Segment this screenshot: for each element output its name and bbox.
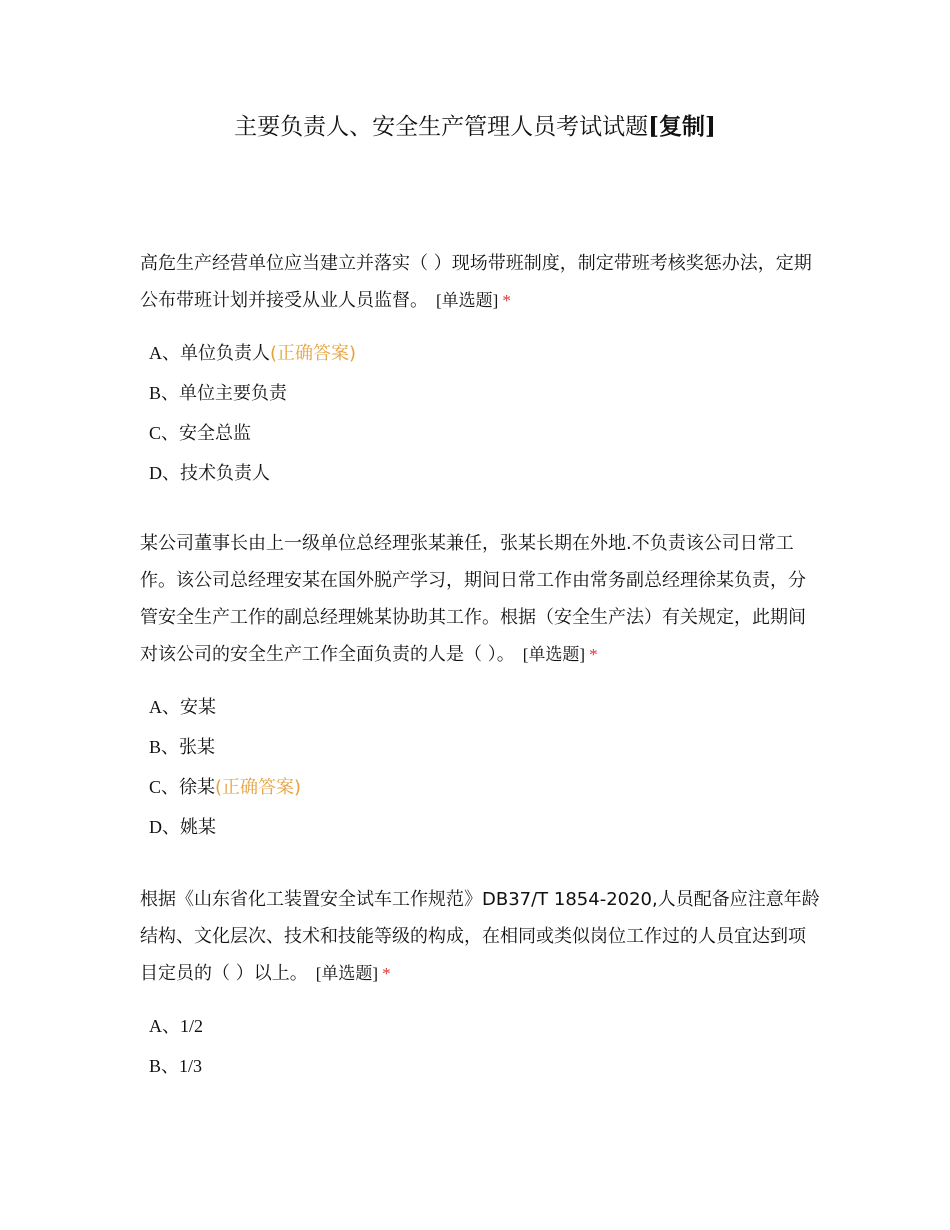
option-letter: A — [149, 343, 162, 363]
option-list — [140, 333, 820, 493]
option-text: 徐某 — [179, 777, 216, 798]
option-letter: D — [149, 463, 162, 483]
option-text: 单位负责人 — [180, 343, 270, 364]
page-title-suffix: [复制] — [648, 113, 716, 140]
option-separator: 、 — [161, 383, 180, 404]
question-stem — [140, 881, 820, 992]
option-separator: 、 — [162, 343, 180, 364]
question-stem-text: 高危生产经营单位应当建立并落实（ ）现场带班制度，制定带班考核奖惩办法，定期公布带班计划并接受从业人员监督。 — [140, 253, 812, 311]
question-stem — [140, 525, 820, 673]
option-letter: C — [149, 423, 162, 443]
page-title-main: 主要负责人、安全生产管理人员考试试题 — [234, 114, 649, 140]
question-stem-text: 某公司董事长由上一级单位总经理张某兼任，张某长期在外地.不负责该公司日常工作。该公司总经理安某在国外脱产学习，期间日常工作由常务副总经理徐某负责，分管安全生产工作的副总经理姚某协助其工作。根据（安全生产法）有关规定，此期间对该公司的安全生产工作全面负责的人是（ ）。 — [140, 533, 806, 665]
option-letter: D — [149, 817, 162, 837]
option-separator: 、 — [161, 737, 180, 758]
page-title — [0, 112, 950, 142]
option-separator: 、 — [162, 1016, 180, 1037]
option-letter: A — [149, 697, 162, 717]
option-b[interactable] — [140, 1046, 820, 1086]
question-3 — [140, 881, 820, 1086]
option-text: 单位主要负责 — [179, 383, 288, 404]
question-stem — [140, 245, 820, 319]
question-1 — [140, 245, 820, 493]
required-mark: * — [502, 291, 511, 310]
question-type-label: [单选题] — [522, 645, 586, 664]
option-c[interactable] — [140, 413, 820, 453]
option-b[interactable] — [140, 373, 820, 413]
option-list — [140, 687, 820, 847]
option-letter: B — [149, 1056, 162, 1076]
option-letter: B — [149, 383, 162, 403]
option-b[interactable] — [140, 727, 820, 767]
option-text: 张某 — [179, 737, 216, 758]
question-stem-text: 根据《山东省化工装置安全试车工作规范》DB37/T 1854-2020,人员配备应注意年龄结构、文化层次、技术和技能等级的构成，在相同或类似岗位工作过的人员宜达到项目定员的（ ）以上。 — [140, 889, 820, 984]
option-text: 安全总监 — [179, 423, 252, 444]
option-separator: 、 — [162, 463, 180, 484]
option-separator: 、 — [161, 1056, 180, 1077]
option-a[interactable] — [140, 687, 820, 727]
option-text: 姚某 — [180, 817, 216, 838]
option-letter: A — [149, 1016, 162, 1036]
correct-answer-tag: (正确答案) — [270, 343, 357, 364]
correct-answer-tag: (正确答案) — [215, 777, 302, 798]
option-separator: 、 — [162, 817, 180, 838]
option-list — [140, 1006, 820, 1086]
option-c[interactable] — [140, 767, 820, 807]
option-text: 1/3 — [179, 1056, 203, 1076]
required-mark: * — [382, 964, 391, 983]
option-separator: 、 — [161, 423, 180, 444]
question-2 — [140, 525, 820, 847]
option-text: 安某 — [180, 697, 216, 718]
option-text: 技术负责人 — [180, 463, 270, 484]
question-type-label: [单选题] — [436, 291, 499, 310]
option-a[interactable] — [140, 1006, 820, 1046]
option-d[interactable] — [140, 453, 820, 493]
option-d[interactable] — [140, 807, 820, 847]
question-type-label: [单选题] — [315, 964, 379, 983]
option-letter: C — [149, 777, 162, 797]
option-letter: B — [149, 737, 162, 757]
option-text: 1/2 — [180, 1016, 204, 1036]
option-separator: 、 — [162, 697, 180, 718]
required-mark: * — [589, 645, 598, 664]
option-separator: 、 — [161, 777, 180, 798]
option-a[interactable] — [140, 333, 820, 373]
